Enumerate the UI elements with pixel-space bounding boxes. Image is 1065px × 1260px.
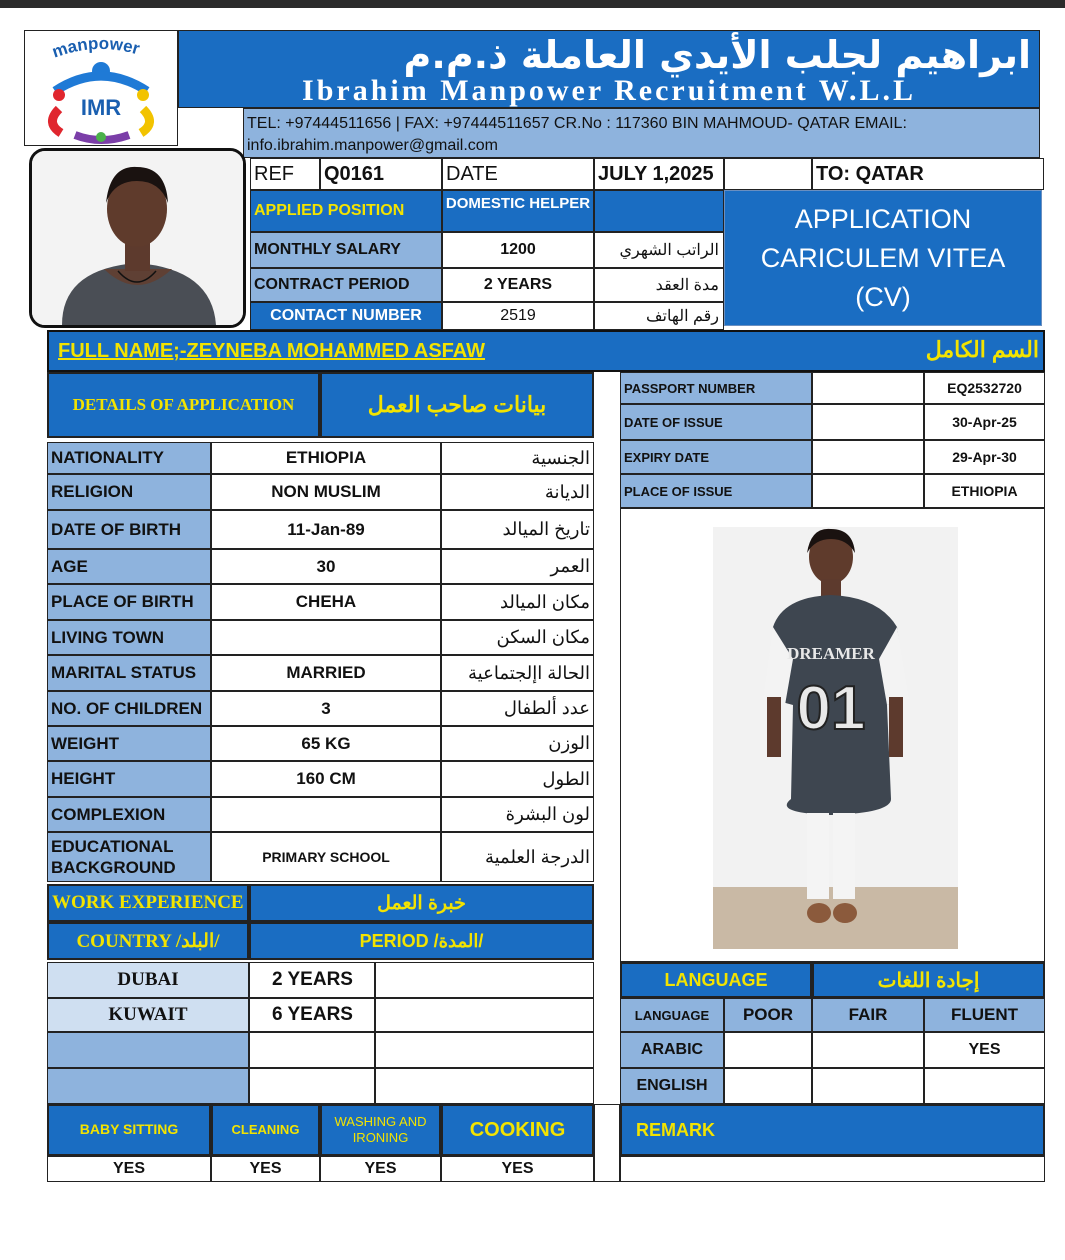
- work-country: KUWAIT: [47, 998, 249, 1032]
- to-destination: TO: QATAR: [812, 158, 1044, 190]
- skill-value: YES: [320, 1156, 441, 1182]
- passport-blank: [812, 474, 924, 508]
- skill-value: YES: [211, 1156, 320, 1182]
- monthly-salary-label: MONTHLY SALARY: [250, 232, 442, 268]
- language-name: ARABIC: [620, 1032, 724, 1068]
- company-contact: [243, 108, 1040, 158]
- company-email[interactable]: info.ibrahim.manpower@gmail.com: [247, 137, 498, 154]
- contract-period-value: 2 YEARS: [442, 268, 594, 302]
- passport-label: DATE OF ISSUE: [620, 404, 812, 440]
- detail-arabic: الطول: [441, 761, 594, 797]
- work-blank: [375, 1068, 594, 1104]
- passport-value: 30-Apr-25: [924, 404, 1045, 440]
- skill-value: YES: [441, 1156, 594, 1182]
- detail-arabic: الجنسية: [441, 442, 594, 474]
- passport-value: 29-Apr-30: [924, 440, 1045, 474]
- remark-label: REMARK: [620, 1104, 1045, 1156]
- detail-label: PLACE OF BIRTH: [47, 584, 211, 620]
- language-fluent: YES: [924, 1032, 1045, 1068]
- language-head: FAIR: [812, 998, 924, 1032]
- period-column-label: PERIOD /المدة/: [249, 922, 594, 960]
- work-country: DUBAI: [47, 962, 249, 998]
- work-blank: [375, 1032, 594, 1068]
- passport-label: EXPIRY DATE: [620, 440, 812, 474]
- language-label: LANGUAGE: [620, 962, 812, 998]
- detail-label: NO. OF CHILDREN: [47, 691, 211, 726]
- work-blank: [375, 998, 594, 1032]
- passport-gap: [594, 372, 620, 508]
- skill-label: COOKING: [441, 1104, 594, 1156]
- contract-period-label: CONTRACT PERIOD: [250, 268, 442, 302]
- contact-line: TEL: +97444511656 | FAX: +97444511657 CR.No : 117360 BIN MAHMOUD- QATAR EMAIL:: [247, 115, 907, 132]
- applicant-portrait: [29, 148, 246, 328]
- passport-label: PLACE OF ISSUE: [620, 474, 812, 508]
- detail-arabic: العمر: [441, 549, 594, 584]
- applied-position-value: DOMESTIC HELPER: [442, 190, 594, 232]
- applied-position-label: APPLIED POSITION: [250, 190, 442, 232]
- work-period: [249, 1068, 375, 1104]
- detail-arabic: مكان السكن: [441, 620, 594, 655]
- detail-value: PRIMARY SCHOOL: [211, 832, 441, 882]
- detail-label: RELIGION: [47, 474, 211, 510]
- detail-value: CHEHA: [211, 584, 441, 620]
- skill-label: CLEANING: [211, 1104, 320, 1156]
- detail-value: [211, 797, 441, 832]
- full-name: FULL NAME;-ZEYNEBA MOHAMMED ASFAW: [58, 340, 486, 362]
- detail-value: 30: [211, 549, 441, 584]
- applied-position-blank: [594, 190, 724, 232]
- company-banner: [178, 30, 1040, 108]
- detail-label: WEIGHT: [47, 726, 211, 761]
- detail-value: NON MUSLIM: [211, 474, 441, 510]
- language-name: ENGLISH: [620, 1068, 724, 1104]
- passport-blank: [812, 404, 924, 440]
- contact-number-arabic: رقم الهاتف: [594, 302, 724, 330]
- remark-value: [620, 1156, 1045, 1182]
- detail-arabic: الحالة اإلجتماعية: [441, 655, 594, 691]
- work-period: 2 YEARS: [249, 962, 375, 998]
- detail-arabic: الديانة: [441, 474, 594, 510]
- language-fluent: [924, 1068, 1045, 1104]
- passport-blank: [812, 440, 924, 474]
- language-poor: [724, 1032, 812, 1068]
- logo-text: IMR: [80, 95, 122, 120]
- detail-arabic: مكان الميالد: [441, 584, 594, 620]
- detail-label: LIVING TOWN: [47, 620, 211, 655]
- country-column-label: COUNTRY /البلد/: [47, 922, 249, 960]
- cv-title-line3: (CV): [855, 281, 911, 312]
- shirt-text: DREAMER: [787, 644, 875, 663]
- work-period: 6 YEARS: [249, 998, 375, 1032]
- language-head: FLUENT: [924, 998, 1045, 1032]
- skill-label: WASHING AND IRONING: [320, 1104, 441, 1156]
- detail-arabic: لون البشرة: [441, 797, 594, 832]
- ref-value: Q0161: [320, 158, 442, 190]
- applicant-full-photo: [620, 508, 1045, 962]
- work-country: [47, 1032, 249, 1068]
- detail-label: EDUCATIONAL BACKGROUND: [47, 832, 211, 882]
- language-poor: [724, 1068, 812, 1104]
- work-country: [47, 1068, 249, 1104]
- details-of-application-arabic: بيانات صاحب العمل: [320, 372, 594, 438]
- header-blank: [724, 158, 812, 190]
- detail-label: MARITAL STATUS: [47, 655, 211, 691]
- language-head: POOR: [724, 998, 812, 1032]
- detail-value: [211, 620, 441, 655]
- window-top-bar: [0, 0, 1065, 8]
- detail-label: AGE: [47, 549, 211, 584]
- skill-value: YES: [47, 1156, 211, 1182]
- detail-label: HEIGHT: [47, 761, 211, 797]
- detail-arabic: عدد ألطفال: [441, 691, 594, 726]
- contact-number-value: 2519: [442, 302, 594, 330]
- details-of-application-label: DETAILS OF APPLICATION: [47, 372, 320, 438]
- language-fair: [812, 1068, 924, 1104]
- date-label: DATE: [442, 158, 594, 190]
- language-head: LANGUAGE: [620, 998, 724, 1032]
- skills-gap: [594, 1104, 620, 1182]
- detail-arabic: الدرجة العلمية: [441, 832, 594, 882]
- logo-top-text: manpower: [49, 33, 142, 62]
- detail-value: 160 CM: [211, 761, 441, 797]
- detail-value: ETHIOPIA: [211, 442, 441, 474]
- monthly-salary-value: 1200: [442, 232, 594, 268]
- detail-label: DATE OF BIRTH: [47, 510, 211, 549]
- cv-title-line1: APPLICATION: [794, 203, 972, 234]
- monthly-salary-arabic: الراتب الشهري: [594, 232, 724, 268]
- contract-period-arabic: مدة العقد: [594, 268, 724, 302]
- cv-title-box: [724, 190, 1042, 326]
- svg-text:manpower: [50, 34, 142, 62]
- contact-number-label: CONTACT NUMBER: [250, 302, 442, 330]
- detail-value: 65 KG: [211, 726, 441, 761]
- shirt-number: 01: [796, 674, 866, 743]
- work-blank: [375, 962, 594, 998]
- work-experience-arabic: خبرة العمل: [249, 884, 594, 922]
- full-name-arabic: السم الكامل: [925, 337, 1039, 362]
- language-fair: [812, 1032, 924, 1068]
- passport-value: EQ2532720: [924, 372, 1045, 404]
- passport-label: PASSPORT NUMBER: [620, 372, 812, 404]
- language-arabic: إجادة اللغات: [812, 962, 1045, 998]
- date-value: JULY 1,2025: [594, 158, 724, 190]
- detail-value: 11-Jan-89: [211, 510, 441, 549]
- company-name-english: Ibrahim Manpower Recruitment W.L.L: [302, 74, 916, 107]
- company-logo: [24, 30, 178, 146]
- company-name-arabic: ابراهيم لجلب الأيدي العاملة ذ.م.م: [403, 33, 1031, 77]
- detail-label: NATIONALITY: [47, 442, 211, 474]
- detail-value: 3: [211, 691, 441, 726]
- passport-value: ETHIOPIA: [924, 474, 1045, 508]
- ref-label: REF: [250, 158, 320, 190]
- detail-arabic: الوزن: [441, 726, 594, 761]
- work-period: [249, 1032, 375, 1068]
- detail-label: COMPLEXION: [47, 797, 211, 832]
- skill-label: BABY SITTING: [47, 1104, 211, 1156]
- full-name-bar: [47, 330, 1045, 372]
- detail-arabic: تاريخ الميالد: [441, 510, 594, 549]
- cv-title-line2: CARICULEM VITEA: [760, 242, 1006, 273]
- work-experience-label: WORK EXPERIENCE: [47, 884, 249, 922]
- passport-blank: [812, 372, 924, 404]
- detail-value: MARRIED: [211, 655, 441, 691]
